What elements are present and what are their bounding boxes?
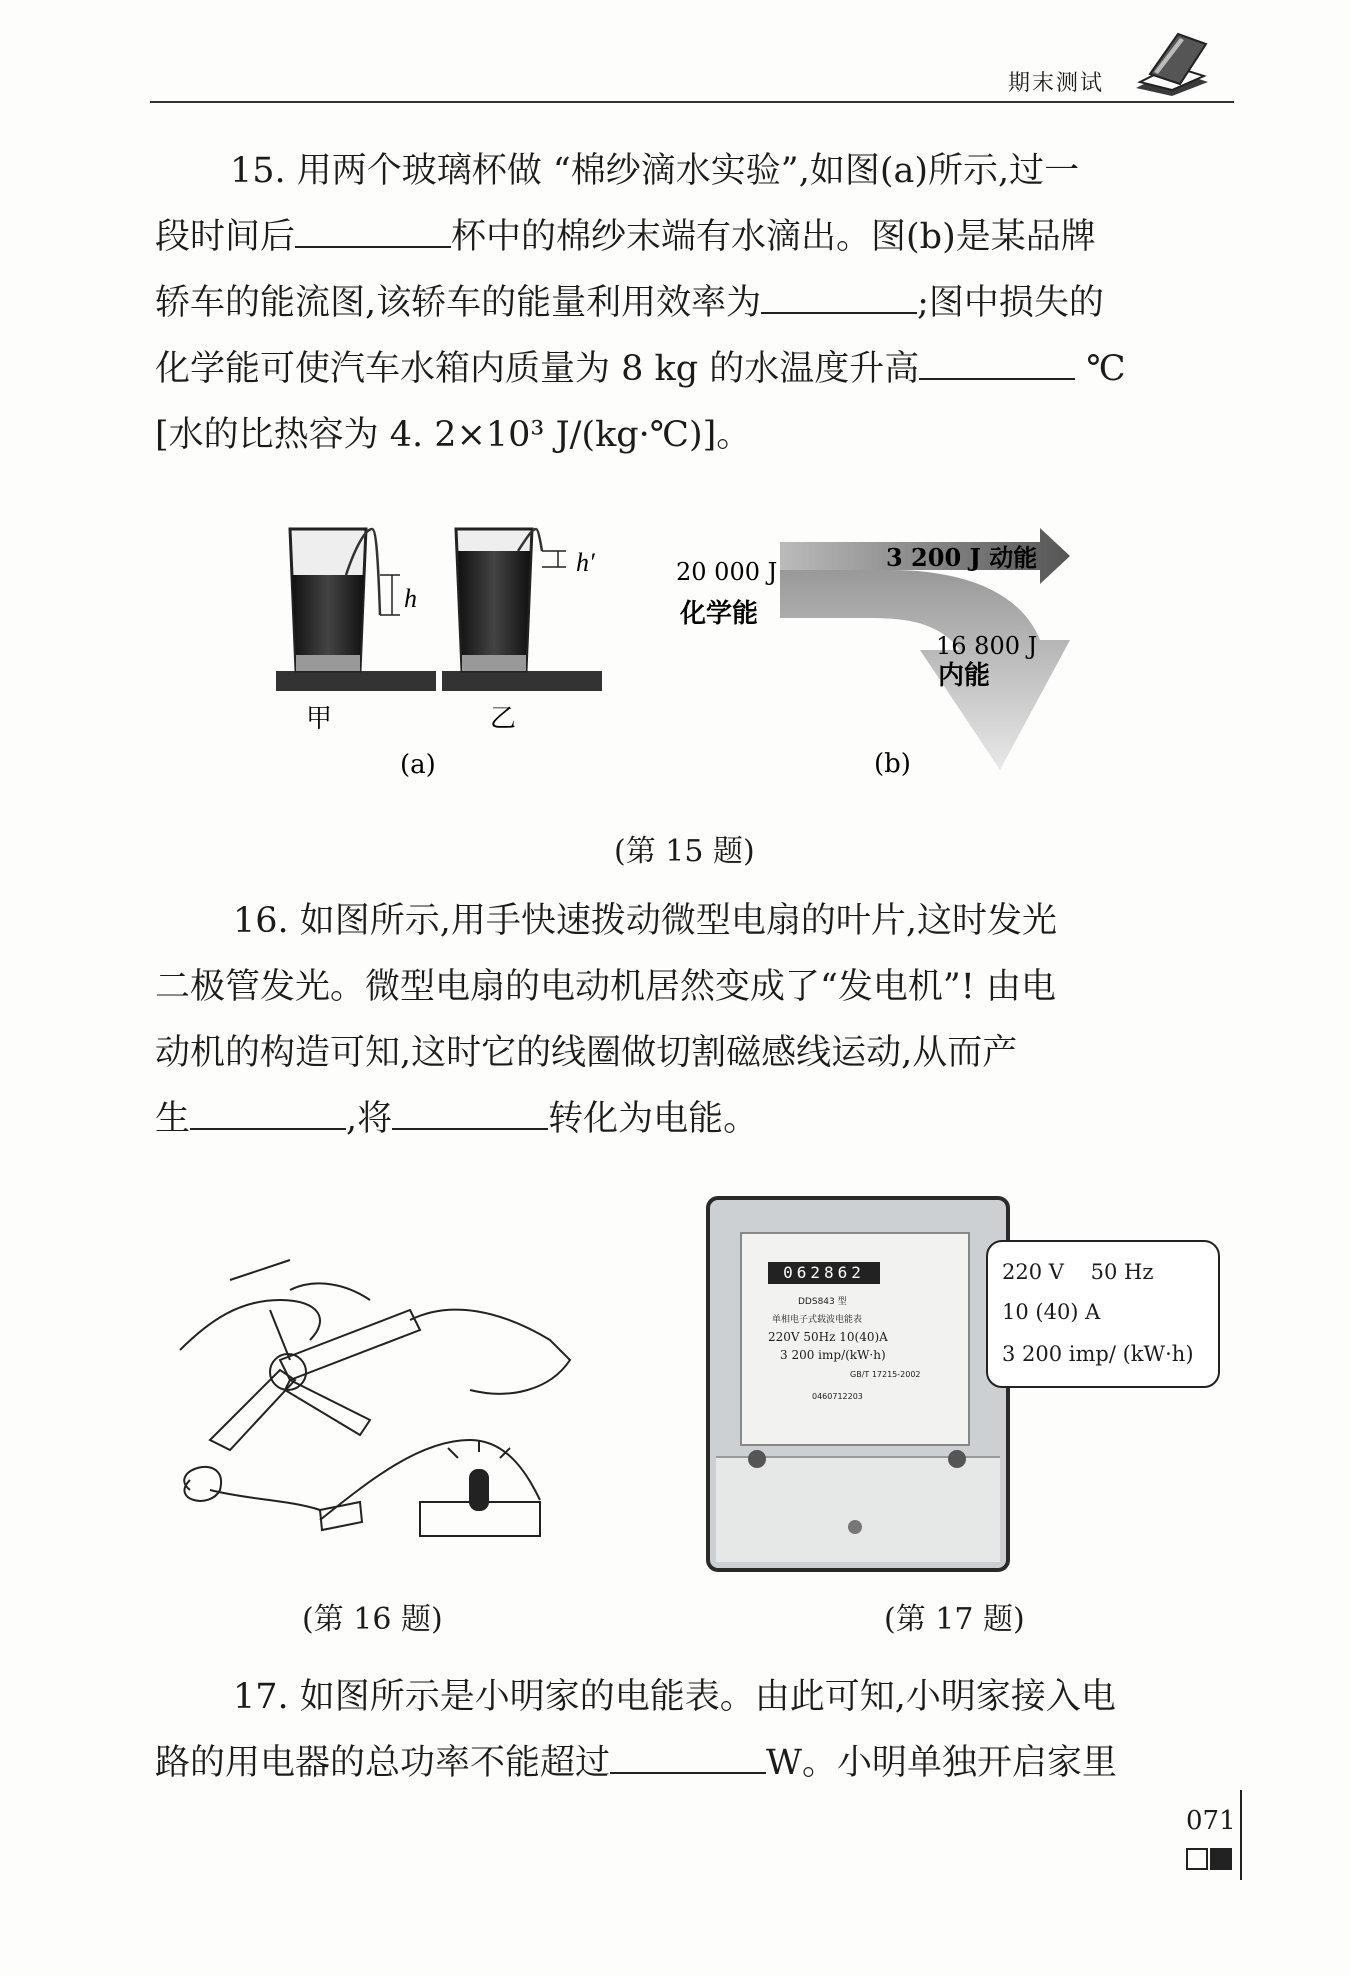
hand-left bbox=[180, 1300, 320, 1350]
q15-line-4: 化学能可使汽车水箱内质量为 8 kg 的水温度升高 ℃ bbox=[155, 349, 1126, 389]
screw-right bbox=[948, 1450, 966, 1468]
glass-left bbox=[290, 529, 400, 671]
hand-right bbox=[410, 1310, 570, 1394]
label-yi: 乙 bbox=[490, 704, 517, 734]
led-bulb bbox=[470, 1470, 488, 1510]
h-label: h bbox=[404, 584, 417, 613]
q15-line-1: 15. 用两个玻璃杯做 “棉纱滴水实验”,如图(a)所示,过一 bbox=[230, 151, 1080, 191]
meter-rating: 220V 50Hz 10(40)A bbox=[768, 1330, 888, 1344]
page-square-filled bbox=[1210, 1848, 1232, 1870]
running-header: 期末测试 bbox=[1008, 71, 1105, 96]
q17-line-1: 17. 如图所示是小明家的电能表。由此可知,小明家接入电 bbox=[233, 1677, 1116, 1717]
meter-window bbox=[740, 1232, 970, 1446]
callout-line-2: 10 (40) A bbox=[1002, 1300, 1101, 1324]
glass-right bbox=[456, 529, 566, 671]
q16-line-2: 二极管发光。微型电扇的电动机居然变成了“发电机”! 由电 bbox=[155, 967, 1056, 1007]
q16-line-1: 16. 如图所示,用手快速拨动微型电扇的叶片,这时发光 bbox=[233, 901, 1058, 941]
q17-caption: (第 17 题) bbox=[884, 1602, 1025, 1637]
q15-line-3: 轿车的能流图,该轿车的能量利用效率为 ;图中损失的 bbox=[155, 283, 1104, 323]
meter-lower-panel bbox=[716, 1456, 1000, 1562]
label-jia: 甲 bbox=[306, 704, 333, 734]
q15-line-2: 段时间后 杯中的棉纱末端有水滴出。图(b)是某品牌 bbox=[155, 217, 1096, 257]
screw-left bbox=[748, 1450, 766, 1468]
wire bbox=[210, 1490, 320, 1510]
kinetic-label: 3 200 J 动能 bbox=[886, 543, 1038, 572]
answer-blank[interactable] bbox=[610, 1742, 766, 1774]
answer-blank[interactable] bbox=[392, 1098, 548, 1130]
chemical-label: 化学能 bbox=[680, 599, 759, 629]
fig-a-caption: (a) bbox=[400, 750, 436, 780]
answer-blank[interactable] bbox=[919, 348, 1075, 380]
fan-blade-2 bbox=[210, 1370, 295, 1450]
pencil bbox=[230, 1260, 290, 1280]
meter-serial: 0460712203 bbox=[812, 1392, 863, 1401]
wire-coil bbox=[184, 1467, 221, 1501]
chemical-value: 20 000 J bbox=[676, 558, 778, 586]
page-square-empty bbox=[1186, 1848, 1208, 1870]
meter-digits: 062862 bbox=[768, 1262, 880, 1284]
meter-imp: 3 200 imp/(kW·h) bbox=[780, 1348, 886, 1362]
page-number-rule bbox=[1240, 1790, 1242, 1880]
header-rule bbox=[150, 101, 1234, 103]
q15-line-5: [水的比热容为 4. 2×10³ J/(kg·℃)]。 bbox=[155, 415, 752, 455]
q17-line-2: 路的用电器的总功率不能超过 W。小明单独开启家里 bbox=[155, 1743, 1117, 1783]
figure-17-meter bbox=[706, 1196, 1010, 1572]
meter-std: GB/T 17215-2002 bbox=[850, 1370, 921, 1379]
internal-value: 16 800 J bbox=[936, 632, 1038, 660]
answer-blank[interactable] bbox=[761, 282, 917, 314]
fig-b-caption: (b) bbox=[874, 749, 911, 779]
screw-bottom bbox=[848, 1520, 862, 1534]
table-right bbox=[442, 671, 602, 691]
q16-line-3: 动机的构造可知,这时它的线圈做切割磁感线运动,从而产 bbox=[155, 1033, 1018, 1073]
answer-blank[interactable] bbox=[295, 216, 451, 248]
figure-15a-glasses bbox=[270, 515, 650, 785]
q16-line-4: 生 ,将 转化为电能。 bbox=[155, 1099, 759, 1139]
answer-blank[interactable] bbox=[190, 1098, 346, 1130]
figure-16-fan-led bbox=[170, 1240, 590, 1570]
internal-label: 内能 bbox=[938, 661, 991, 691]
q16-caption: (第 16 题) bbox=[302, 1602, 443, 1637]
table-left bbox=[276, 671, 436, 691]
meter-name: 单相电子式载波电能表 bbox=[772, 1315, 863, 1325]
page-number: 071 bbox=[1186, 1806, 1236, 1836]
callout-line-3: 3 200 imp/ (kW·h) bbox=[1002, 1342, 1194, 1366]
internal-energy-arrow bbox=[780, 570, 1070, 770]
h-prime-label: h′ bbox=[576, 548, 595, 577]
meter-callout bbox=[986, 1240, 1220, 1388]
figure-15b-energy-flow bbox=[660, 520, 1100, 790]
book-icon bbox=[1132, 26, 1212, 98]
callout-line-1: 220 V 50 Hz bbox=[1002, 1260, 1154, 1284]
meter-model: DDS843 型 bbox=[798, 1297, 847, 1307]
fan-blade-1 bbox=[280, 1310, 420, 1380]
q15-caption: (第 15 题) bbox=[614, 834, 755, 869]
